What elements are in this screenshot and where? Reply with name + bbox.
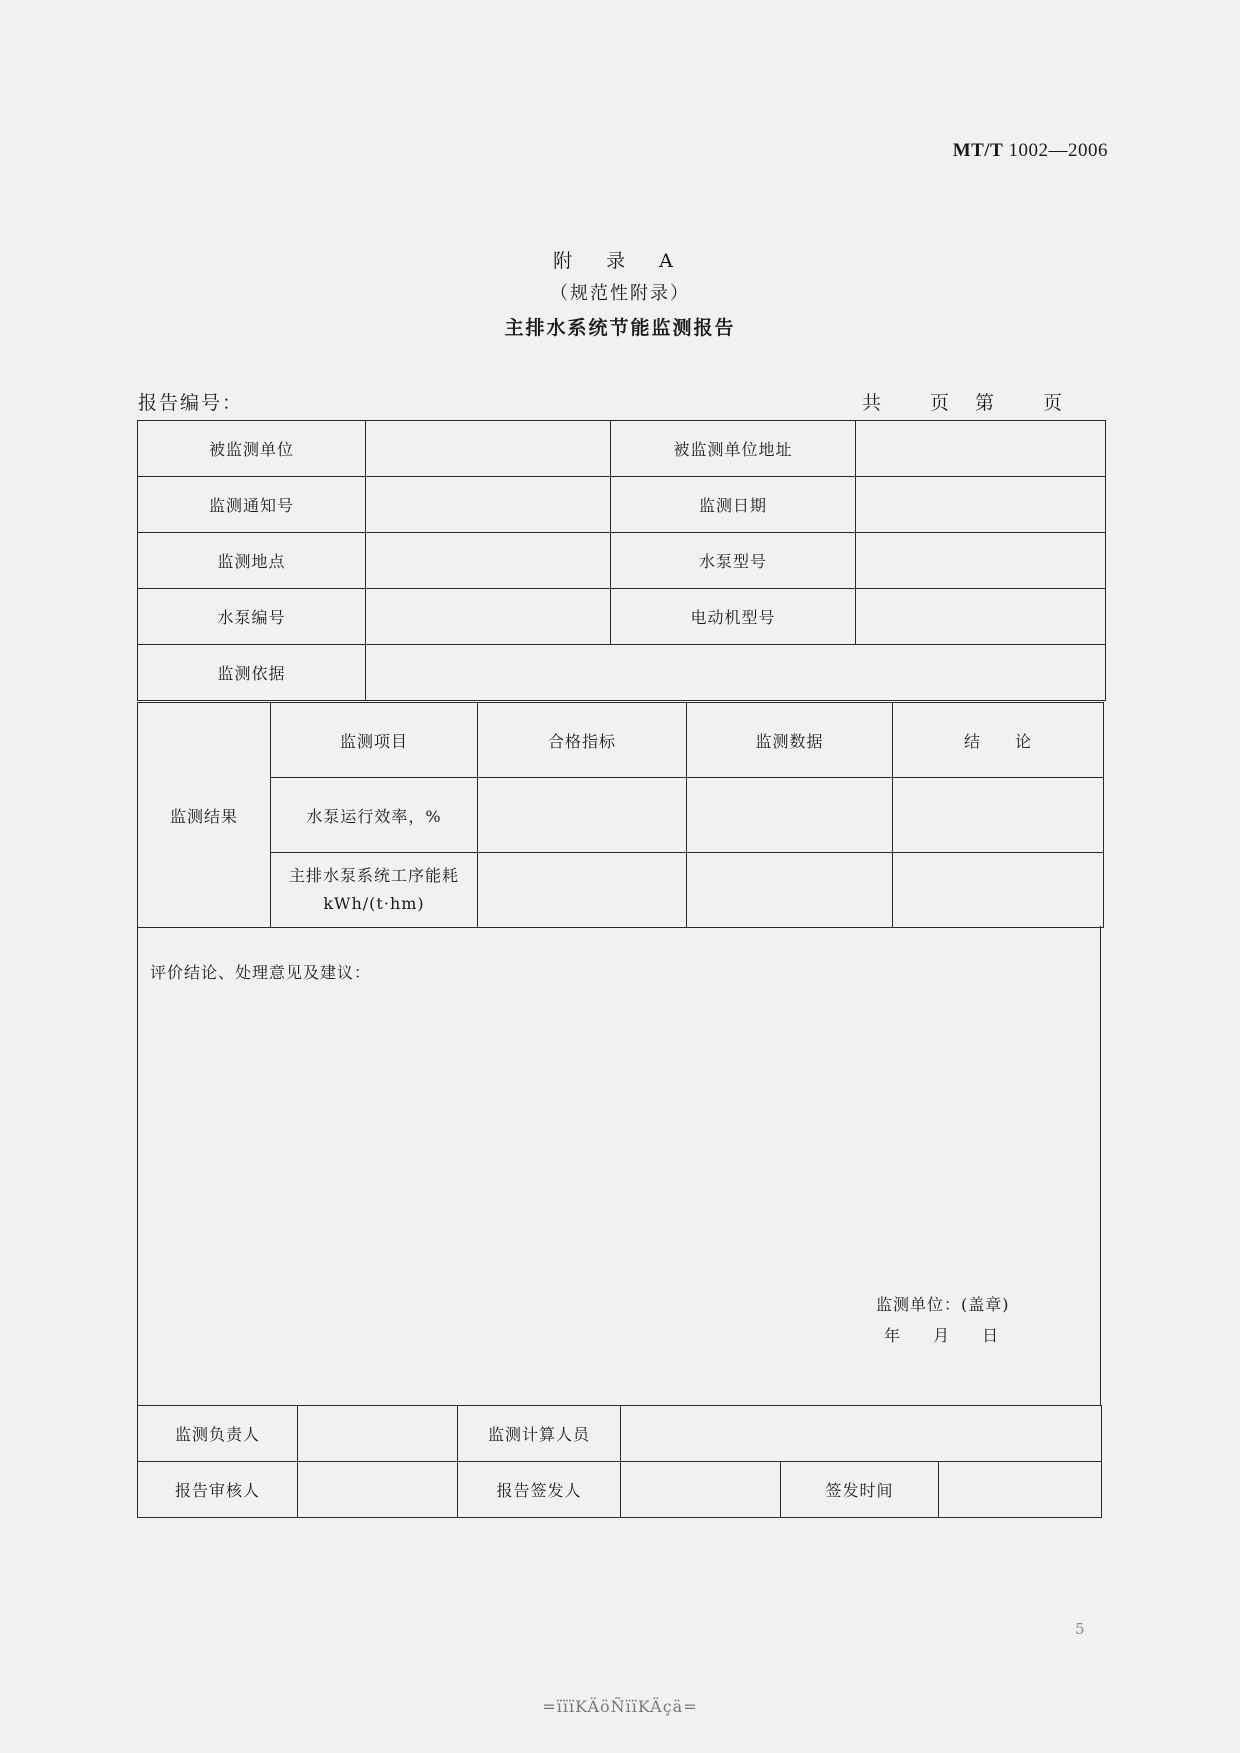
monitor-date-field[interactable] <box>856 477 1106 533</box>
motor-model-label: 电动机型号 <box>611 589 856 645</box>
results-table <box>137 702 1104 928</box>
table-row <box>138 1462 1102 1518</box>
header-data: 监测数据 <box>687 703 893 778</box>
sign-table <box>137 1405 1102 1518</box>
calculator-label: 监测计算人员 <box>458 1406 621 1462</box>
table-row <box>138 645 1106 701</box>
org-stamp: 监测单位：(盖章) <box>876 1295 1010 1314</box>
table-row <box>138 1406 1102 1462</box>
report-number-label: 报告编号： <box>138 392 244 414</box>
energy-consumption-label: 主排水泵系统工序能耗 kWh/(t·hm) <box>271 853 478 928</box>
appendix-label: 附 录 A <box>553 250 687 272</box>
info-table <box>137 420 1106 701</box>
pump-efficiency-standard-field[interactable] <box>478 778 687 853</box>
standard-code: MT/T 1002—2006 <box>952 140 1108 161</box>
header-standard: 合格指标 <box>478 703 687 778</box>
basis-label: 监测依据 <box>138 645 366 701</box>
evaluation-date: 年 月 日 <box>884 1326 999 1345</box>
pump-efficiency-data-field[interactable] <box>687 778 893 853</box>
table-row <box>138 533 1106 589</box>
energy-standard-field[interactable] <box>478 853 687 928</box>
energy-data-field[interactable] <box>687 853 893 928</box>
header-conclusion: 结 论 <box>893 703 1104 778</box>
monitored-unit-label: 被监测单位 <box>138 421 366 477</box>
reviewer-label: 报告审核人 <box>138 1462 298 1518</box>
table-row <box>138 421 1106 477</box>
watermark: =ïïïKÄöÑïïKÄçä= <box>542 1697 698 1716</box>
table-row <box>138 589 1106 645</box>
monitored-address-label: 被监测单位地址 <box>611 421 856 477</box>
monitor-date-label: 监测日期 <box>611 477 856 533</box>
page-number: 5 <box>1075 1620 1085 1638</box>
total-page-label: 页 <box>930 392 950 414</box>
issuer-label: 报告签发人 <box>458 1462 621 1518</box>
evaluation-label: 评价结论、处理意见及建议： <box>150 963 372 982</box>
notice-no-field[interactable] <box>366 477 611 533</box>
energy-conclusion-field[interactable] <box>893 853 1104 928</box>
header-item: 监测项目 <box>271 703 478 778</box>
table-row <box>138 853 1104 928</box>
location-field[interactable] <box>366 533 611 589</box>
total-label: 共 <box>862 392 882 414</box>
notice-no-label: 监测通知号 <box>138 477 366 533</box>
table-row <box>138 703 1104 778</box>
pump-model-label: 水泵型号 <box>611 533 856 589</box>
basis-field[interactable] <box>366 645 1106 701</box>
table-row <box>138 477 1106 533</box>
leader-label: 监测负责人 <box>138 1406 298 1462</box>
calculator-field[interactable] <box>621 1406 1102 1462</box>
pump-no-label: 水泵编号 <box>138 589 366 645</box>
page-suffix: 页 <box>1043 392 1063 414</box>
pump-efficiency-conclusion-field[interactable] <box>893 778 1104 853</box>
monitored-address-field[interactable] <box>856 421 1106 477</box>
leader-field[interactable] <box>298 1406 458 1462</box>
pump-efficiency-label: 水泵运行效率，% <box>271 778 478 853</box>
pump-no-field[interactable] <box>366 589 611 645</box>
issue-time-label: 签发时间 <box>781 1462 939 1518</box>
appendix-type: （规范性附录） <box>550 283 690 304</box>
location-label: 监测地点 <box>138 533 366 589</box>
table-row <box>138 778 1104 853</box>
issuer-field[interactable] <box>621 1462 781 1518</box>
reviewer-field[interactable] <box>298 1462 458 1518</box>
page-title: 主排水系统节能监测报告 <box>504 317 736 339</box>
results-section-label: 监测结果 <box>138 703 271 928</box>
monitored-unit-field[interactable] <box>366 421 611 477</box>
page-number-prefix: 第 <box>975 392 995 414</box>
pump-model-field[interactable] <box>856 533 1106 589</box>
issue-time-field[interactable] <box>939 1462 1102 1518</box>
motor-model-field[interactable] <box>856 589 1106 645</box>
